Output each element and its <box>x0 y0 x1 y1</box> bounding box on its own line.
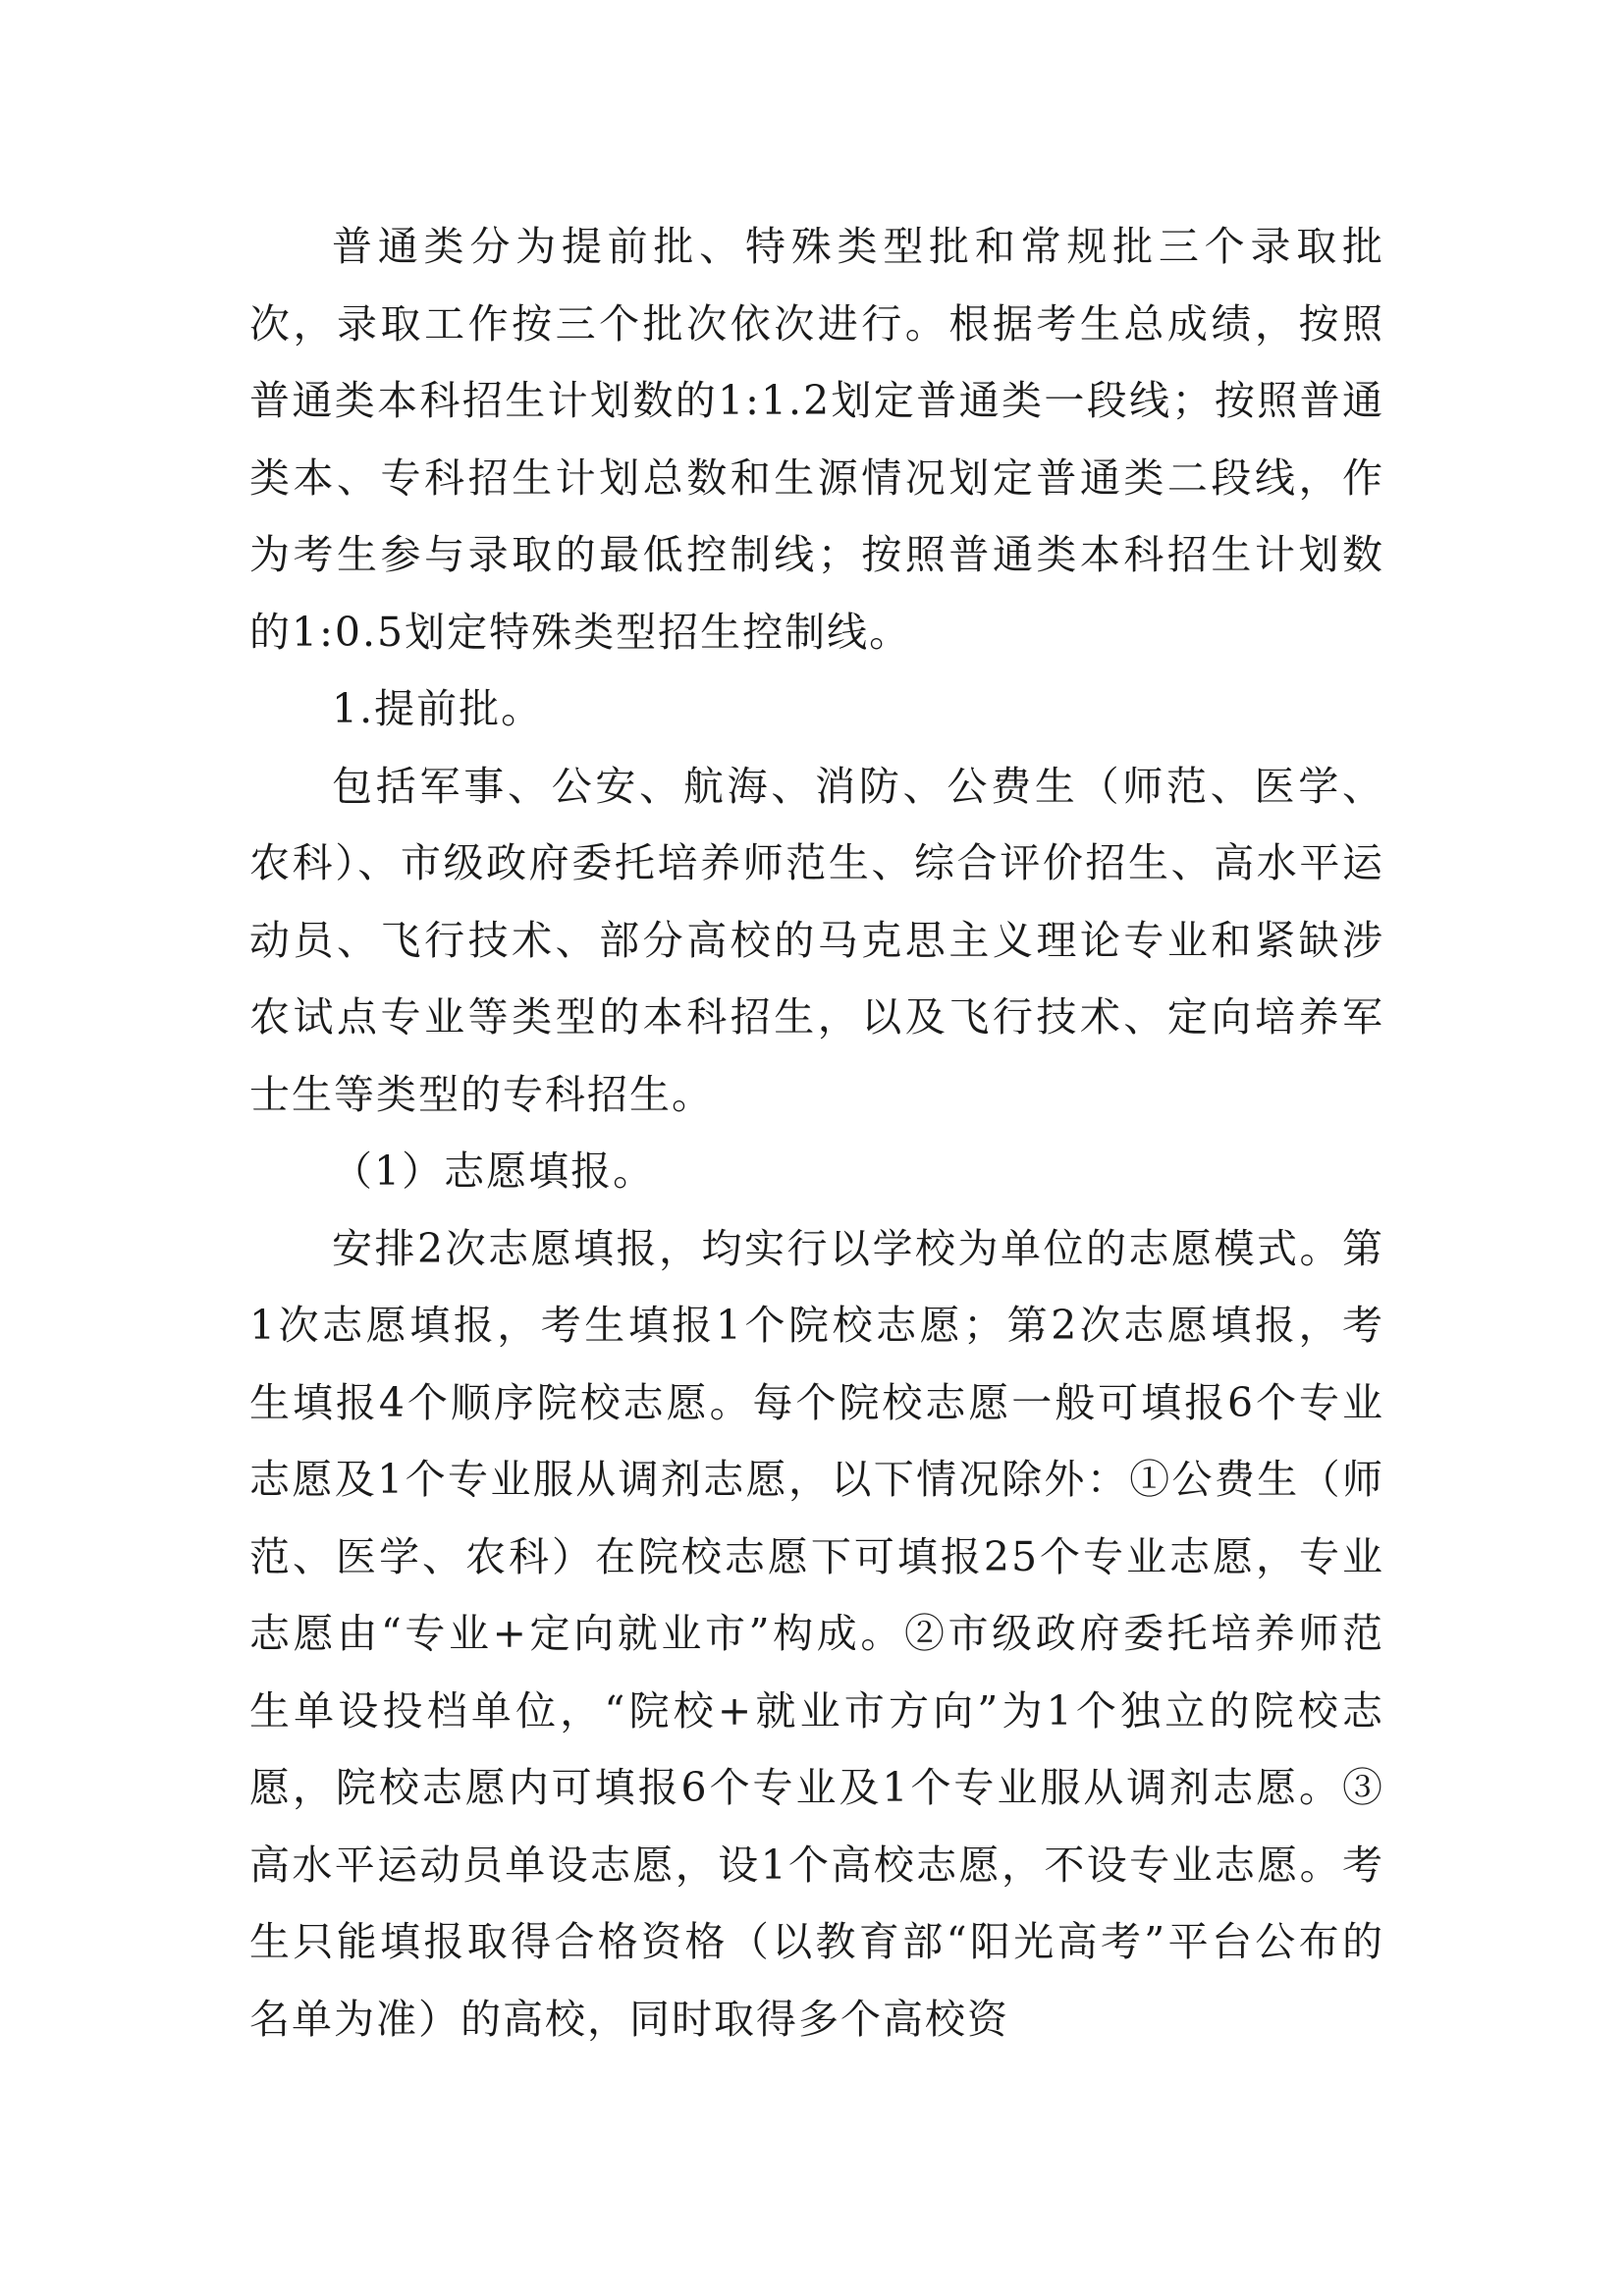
document-body <box>249 208 1384 2057</box>
section-heading-early-batch: 1.提前批。 <box>332 685 544 732</box>
paragraph-early-batch-scope: 包括军事、公安、航海、消防、公费生（师范、医学、农科）、市级政府委托培养师范生、综合评价招生、高水平运动员、飞行技术、部分高校的马克思主义理论专业和紧缺涉农试点专业等类型的本科招生，以及飞行技术、定向培养军士生等类型的专科招生。 <box>249 762 1384 1118</box>
section-heading-application: （1）志愿填报。 <box>332 1148 656 1195</box>
paragraph-batch-overview: 普通类分为提前批、特殊类型批和常规批三个录取批次，录取工作按三个批次依次进行。根据考生总成绩，按照普通类本科招生计划数的1:1.2划定普通类一段线；按照普通类本、专科招生计划总数和生源情况划定普通类二段线，作为考生参与录取的最低控制线；按照普通类本科招生计划数的1:0.5划定特殊类型招生控制线。 <box>249 223 1384 656</box>
paragraph-application-rules: 安排2次志愿填报，均实行以学校为单位的志愿模式。第1次志愿填报，考生填报1个院校志愿；第2次志愿填报，考生填报4个顺序院校志愿。每个院校志愿一般可填报6个专业志愿及1个专业服从调剂志愿，以下情况除外：①公费生（师范、医学、农科）在院校志愿下可填报25个专业志愿，专业志愿由“专业+定向就业市”构成。②市级政府委托培养师范生单设投档单位，“院校+就业市方向”为1个独立的院校志愿，院校志愿内可填报6个专业及1个专业服从调剂志愿。③高水平运动员单设志愿，设1个高校志愿，不设专业志愿。考生只能填报取得合格资格（以教育部“阳光高考”平台公布的名单为准）的高校，同时取得多个高校资 <box>249 1224 1384 2043</box>
